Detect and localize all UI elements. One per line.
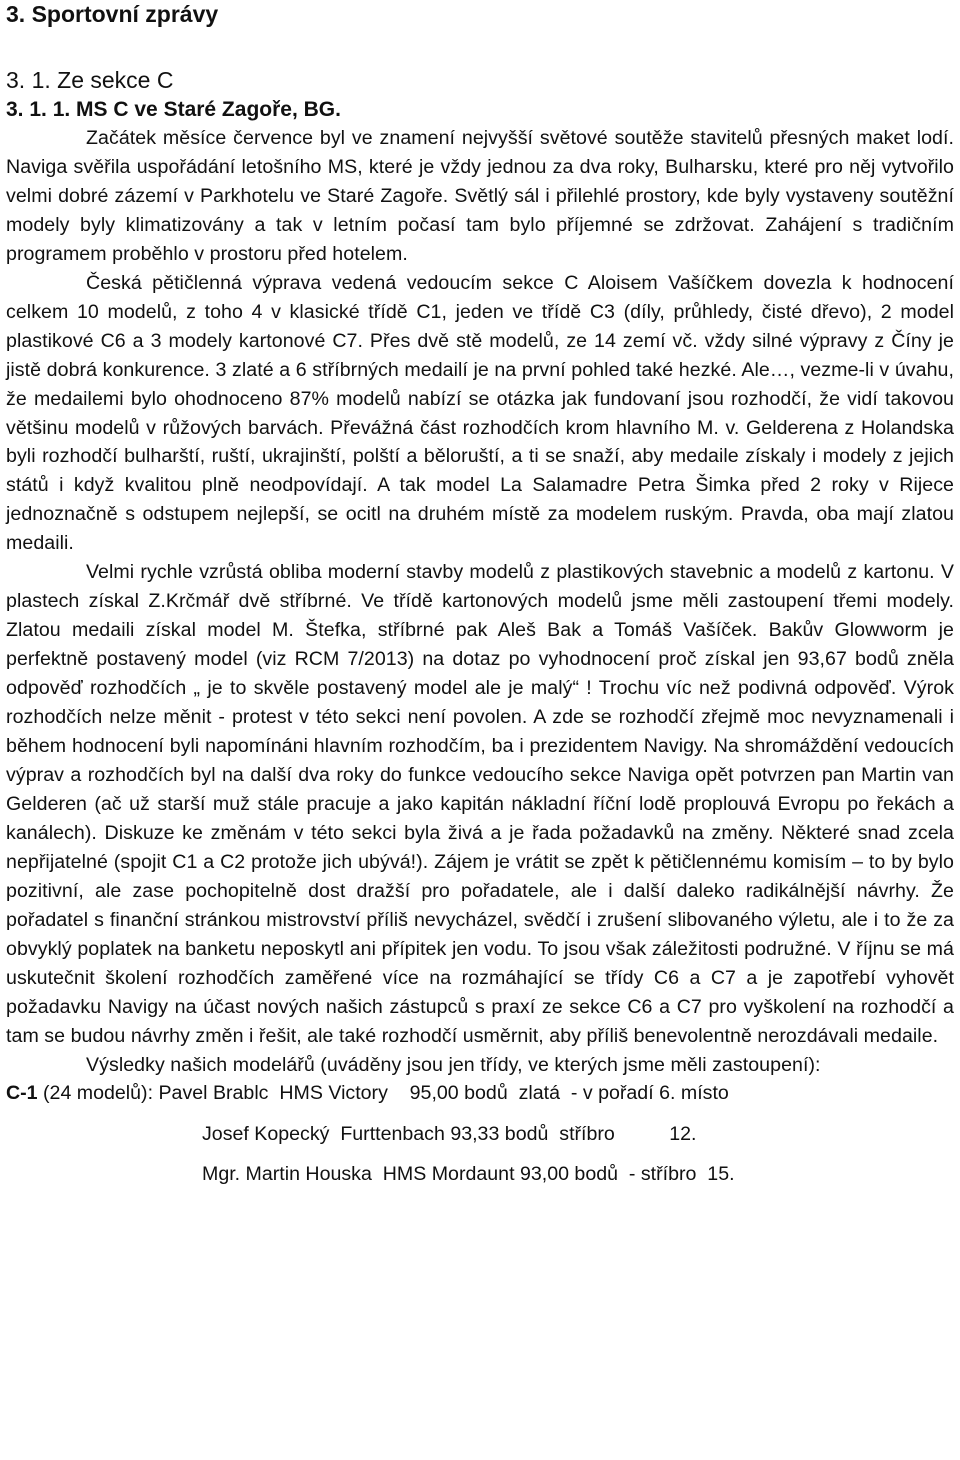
- result-entry: Josef Kopecký Furttenbach 93,33 bodů stříbro 12.: [202, 1123, 697, 1146]
- document-page: [6, 0, 954, 1189]
- subsection-title: 3. 1. Ze sekce C: [6, 67, 174, 93]
- results-row-class: [6, 1079, 954, 1108]
- subsubsection-title: 3. 1. 1. MS C ve Staré Zagoře, BG.: [6, 98, 341, 121]
- class-label: C-1: [6, 1082, 38, 1105]
- paragraph-czech-team: Česká pětičlenná výprava vedená vedoucím sekce C Aloisem Vašíčkem dovezla k hodnocení celkem 10 modelů, z toho 4 v klasické třídě C1, jeden ve třídě C3 (díly, průhledy, čisté dřevo), 2 model plastikové C6 a 3 modely kartonové C7. Přes dvě stě modelů, ze 14 zemí vč. vždy silné výpravy z Číny je jistě dobrá konkurence. 3 zlaté a 6 stříbrných medailí je na první pohled také hezké. Ale…, vezme-li v úvahu, že medailemi bylo ohodnoceno 87% modelů nabízí se otázka jak fundovaní jsou rozhodčí, že vidí takovou většinu modelů v růžových barvách. Převážná část rozhodčích krom hlavního M. v. Gelderena z Holandska byli rozhodčí bulharští, ruští, ukrajinští, polští a běloruští, a ti se snaží, aby medaile získaly i modely z jejich států i když kvalitou plně neodpovídají. A tak model La Salamadre Petra Šimka před 2 roky v Rijece jednoznačně s odstupem nejlepší, se ocitl na druhém místě za modelem ruským. Pravda, oba mají zlatou medaili.: [6, 271, 954, 555]
- class-count: (24 modelů):: [43, 1082, 154, 1105]
- section-title: 3. Sportovní zprávy: [6, 1, 219, 27]
- paragraph-results-intro: Výsledky našich modelářů (uváděny jsou jen třídy, ve kterých jsme měli zastoupení):: [86, 1053, 821, 1076]
- paragraph-intro: Začátek měsíce července byl ve znamení nejvyšší světové soutěže stavitelů přesných maket lodí. Naviga svěřila uspořádání letošního MS, které je vždy jednou za dva roky, Bulharsku, které pro něj vytvořilo velmi dobré zázemí v Parkhotelu ve Staré Zagoře. Světlý sál i přilehlé prostory, kde byly vystaveny soutěžní modely byly klimatizovány a tak v letním počasí tam bylo příjemné se zdržovat. Zahájení s tradičním programem proběhlo v prostoru před hotelem.: [6, 127, 954, 265]
- paragraph-plastic-karton: Velmi rychle vzrůstá obliba moderní stavby modelů z plastikových stavebnic a modelů z kartonu. V plastech získal Z.Krčmář dvě stříbrné. Ve třídě kartonových modelů jsme měli zastoupení třemi modely. Zlatou medaili získal model M. Štefka, stříbrné pak Aleš Bak a Tomáš Vašíček. Bakův Glowworm je perfektně postavený model (viz RCM 7/2013) na dotaz po vyhodnocení proč získal jen 93,67 bodů zněla odpověď rozhodčích „ je to skvěle postavený model ale je malý“ ! Trochu víc než podivná odpověď. Výrok rozhodčích nelze měnit - protest v této sekci není povolen. A zde se rozhodčí zřejmě moc nevyznamenali i během hodnocení byli napomínáni hlavním rozhodčím, ba i prezidentem Navigy. Na shromáždění vedoucích výprav a rozhodčích byl na další dva roky do funkce vedoucího sekce Naviga opět potvrzen pan Martin van Gelderen (ač už starší muž stále pracuje a jako kapitán nákladní říční lodě proplouvá Evropu po řekách a kanálech). Diskuze ke změnám v této sekci byla živá a je řada požadavků na změny. Některé snad zcela nepřijatelné (spojit C1 a C2 protože jich ubývá!). Zájem je vrátit se zpět k pětičlennému komisím – to by bylo pozitivní, ale zase pochopitelně dost dražší pro pořadatele, ale i další daleko radikálnější návrhy. Že pořadatel s finanční stránkou mistrovství příliš nevycházel, svědčí i zrušení slibovaného výletu, ale i to že za obvyklý poplatek na banketu neposkytl ani přípitek jen vodu. To jsou však záležitosti podružné. V říjnu se má uskutečnit školení rozhodčích zaměřené více na rozmáhající se třídy C6 a C7 a je zapotřebí vyhovět požadavku Navigy na účast nových našich zástupců s praxí ze sekce C6 a C7 pro vyškolení na rozhodčí a tam se budou návrhy změn i řešit, ale také rozhodčí usměrnit, aby příliš benevolentně nerozdávali medaile.: [6, 561, 954, 1047]
- result-entry: Pavel Brablc HMS Victory 95,00 bodů zlatá - v pořadí 6. místo: [158, 1082, 729, 1105]
- result-entry: Mgr. Martin Houska HMS Mordaunt 93,00 bodů - stříbro 15.: [202, 1163, 735, 1186]
